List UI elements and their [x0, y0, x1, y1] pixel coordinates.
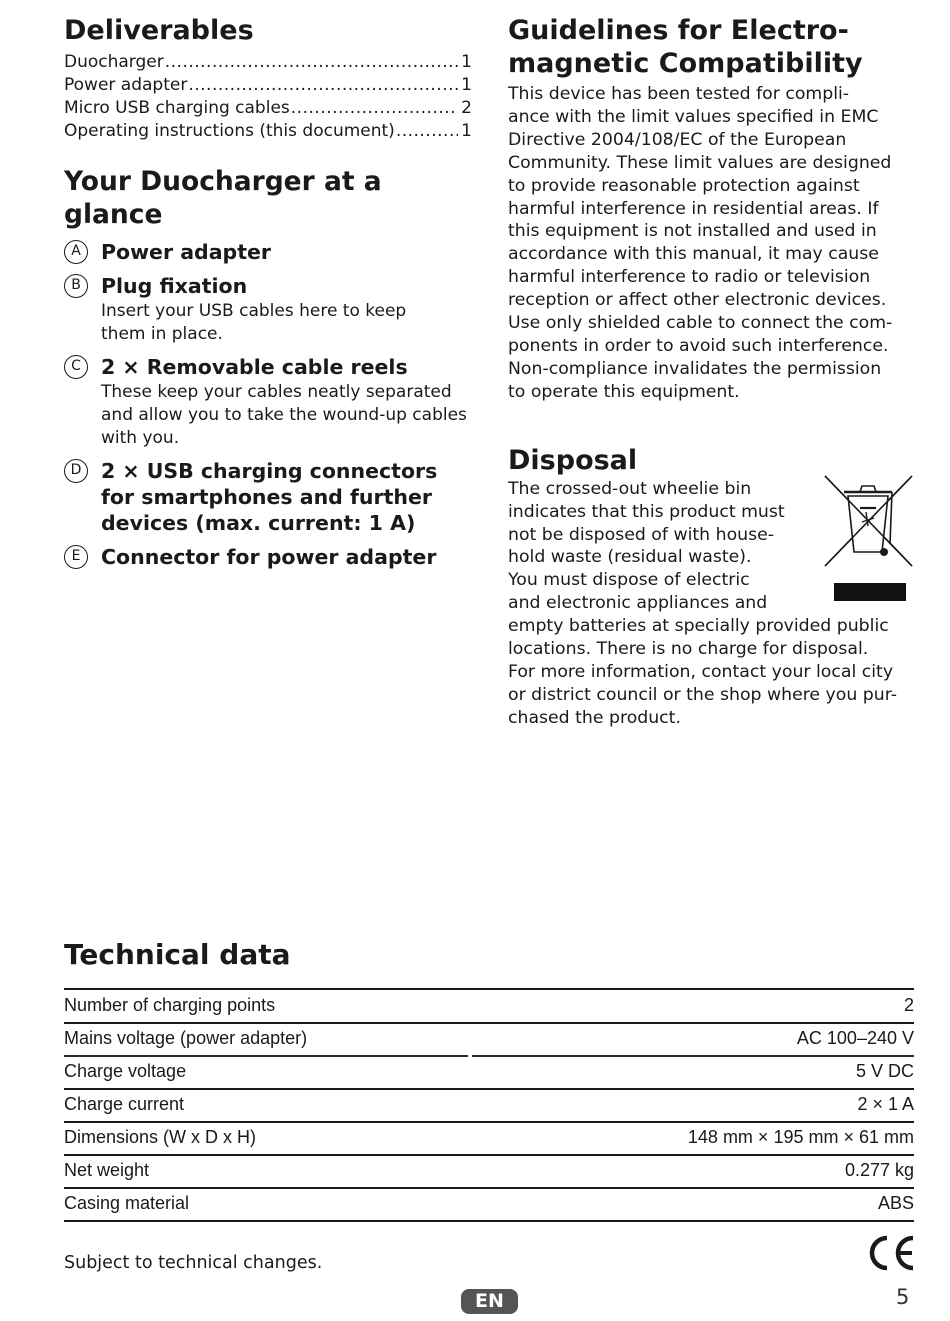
table-row	[64, 1154, 914, 1187]
glance-item-e	[64, 544, 472, 570]
emc-title	[508, 14, 918, 80]
deliverables-item	[64, 51, 472, 74]
emc-line: Non-compliance invalidates the permission	[508, 358, 882, 379]
emc-line: Use only shielded cable to connect the com-	[508, 313, 893, 334]
disposal-line: or district council or the shop where you pur-	[508, 684, 897, 705]
emc-title-line: Guidelines for Electro-	[508, 15, 849, 46]
table-value: 5 V DC	[855, 1061, 914, 1081]
table-key: Casing material	[64, 1193, 190, 1213]
table-value: ABS	[877, 1193, 914, 1213]
circled-letter-d: D	[64, 459, 88, 483]
deliverables-title: Deliverables	[64, 15, 254, 46]
circled-letter-c: C	[64, 355, 88, 379]
table-row	[64, 1121, 914, 1154]
emc-line: this equipment is not installed and used in	[508, 221, 877, 242]
glance-title: Your Duocharger at a glance	[64, 166, 382, 230]
dot-leader	[188, 74, 458, 97]
table-bottom-rule	[64, 1220, 914, 1222]
emc-line: reception or affect other electronic devices.	[508, 290, 887, 311]
deliverables-item	[64, 74, 472, 97]
disposal-line: You must dispose of electric	[508, 570, 750, 591]
deliverables-item-label: Operating instructions (this document)	[64, 121, 395, 141]
table-row	[64, 989, 914, 1022]
emc-line: This device has been tested for compli-	[508, 84, 850, 104]
table-key: Net weight	[64, 1160, 150, 1180]
disposal-title: Disposal	[508, 444, 638, 476]
table-value: 148 mm × 195 mm × 61 mm	[687, 1127, 914, 1147]
deliverables-item-label: Duocharger	[64, 52, 164, 72]
left-column	[64, 14, 472, 578]
circled-letter-a: A	[64, 240, 88, 264]
page-number: 5	[896, 1285, 910, 1309]
table-key: Charge current	[64, 1094, 185, 1114]
deliverables-item-label: Micro USB charging cables	[64, 98, 290, 118]
language-badge: EN	[461, 1289, 518, 1314]
emc-line: ance with the limit values specified in EMC	[508, 106, 879, 127]
table-row	[64, 1055, 914, 1088]
table-key: Mains voltage (power adapter)	[64, 1028, 308, 1048]
deliverables-item-qty: 2	[461, 98, 472, 118]
emc-line: Community. These limit values are designed	[508, 152, 892, 173]
glance-item-desc: Insert your USB cables here to keep them in place.	[101, 301, 407, 344]
circled-letter-b: B	[64, 274, 88, 298]
glance-item-c	[64, 354, 472, 450]
deliverables-item	[64, 97, 472, 120]
table-key: Dimensions (W x D x H)	[64, 1127, 257, 1147]
emc-line: Directive 2004/108/EC of the European	[508, 129, 847, 150]
disposal-line: not be disposed of with house-	[508, 524, 774, 545]
emc-line: ponents in order to avoid such interference.	[508, 335, 889, 356]
disposal-line: The crossed-out wheelie bin	[508, 478, 752, 499]
glance-item-desc: These keep your cables neatly separated and allow you to take the wound-up cables with you.	[101, 382, 467, 448]
table-row	[64, 1088, 914, 1121]
dot-leader	[165, 51, 458, 74]
emc-line: to operate this equipment.	[508, 381, 740, 402]
deliverables-item	[64, 120, 472, 143]
technical-title: Technical data	[64, 938, 291, 971]
disposal-line: For more information, contact your local city	[508, 661, 894, 682]
disposal-body	[508, 478, 918, 730]
deliverables-item-qty: 1	[461, 52, 472, 72]
table-value: AC 100–240 V	[796, 1028, 914, 1048]
table-value: 2 × 1 A	[857, 1094, 914, 1114]
deliverables-item-label: Power adapter	[64, 75, 188, 95]
table-row	[64, 1022, 914, 1055]
glance-item-title: Connector for power adapter	[101, 545, 437, 569]
emc-body	[508, 83, 918, 404]
emc-line: accordance with this manual, it may cause	[508, 244, 879, 265]
table-value: 2	[903, 995, 914, 1015]
circled-letter-e: E	[64, 545, 88, 569]
deliverables-list	[64, 51, 472, 143]
deliverables-item-qty: 1	[461, 121, 472, 141]
glance-item-d	[64, 458, 472, 536]
right-column	[508, 14, 918, 730]
glance-item-title: Plug fixation	[101, 274, 248, 298]
table-row	[64, 1187, 914, 1220]
disposal-line: hold waste (residual waste).	[508, 547, 752, 568]
emc-line: to provide reasonable protection against	[508, 175, 860, 196]
technical-table	[64, 988, 914, 1220]
table-key: Charge voltage	[64, 1061, 187, 1081]
glance-item-title: 2 × Removable cable reels	[101, 355, 408, 379]
emc-line: harmful interference to radio or television	[508, 267, 871, 288]
disposal-line: empty batteries at specially provided public	[508, 616, 889, 637]
disposal-line: chased the product.	[508, 707, 681, 728]
glance-item-title: 2 × USB charging connectors for smartphones and further devices (max. current: 1 A)	[101, 459, 438, 535]
emc-title-line: magnetic Compatibility	[508, 48, 863, 79]
table-value: 0.277 kg	[844, 1160, 914, 1180]
dot-leader	[396, 120, 458, 143]
disposal-line: locations. There is no charge for disposal.	[508, 639, 869, 660]
disposal-line: and electronic appliances and	[508, 593, 768, 614]
dot-leader	[291, 97, 458, 120]
ce-mark-icon	[866, 1234, 916, 1272]
crossed-out-wheelie-bin-icon	[822, 474, 914, 602]
emc-line: harmful interference in residential areas. If	[508, 198, 879, 219]
glance-list	[64, 239, 472, 570]
table-key: Number of charging points	[64, 995, 276, 1015]
disposal-line: indicates that this product must	[508, 501, 785, 522]
subject-note: Subject to technical changes.	[64, 1253, 323, 1273]
deliverables-item-qty: 1	[461, 75, 472, 95]
glance-item-b	[64, 273, 472, 346]
glance-item-a	[64, 239, 472, 265]
glance-item-title: Power adapter	[101, 240, 272, 264]
